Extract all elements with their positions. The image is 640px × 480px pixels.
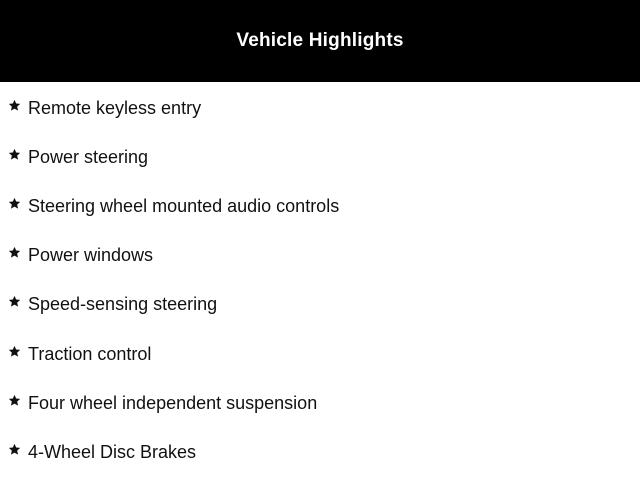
list-item-label: Traction control (28, 343, 152, 364)
list-item (8, 440, 196, 464)
page-title: Vehicle Highlights (236, 30, 404, 51)
list-item-label: Power steering (28, 146, 149, 167)
list-item (8, 391, 317, 415)
star-icon (8, 148, 21, 161)
list-item (8, 243, 153, 267)
star-icon (8, 345, 21, 358)
star-icon (8, 246, 21, 259)
list-item (8, 194, 339, 218)
list-item (8, 342, 151, 366)
list-item-label: Steering wheel mounted audio controls (28, 195, 340, 216)
list-item-label: 4-Wheel Disc Brakes (28, 441, 197, 462)
star-icon (8, 443, 21, 456)
list-item (8, 292, 217, 316)
list-item-label: Remote keyless entry (28, 97, 202, 118)
list-item-label: Speed-sensing steering (28, 293, 218, 314)
list-item-label: Power windows (28, 244, 154, 265)
star-icon (8, 394, 21, 407)
list-item-label: Four wheel independent suspension (28, 392, 318, 413)
list-item (8, 145, 148, 169)
list-item (8, 96, 201, 120)
star-icon (8, 197, 21, 210)
star-icon (8, 99, 21, 112)
star-icon (8, 295, 21, 308)
header-banner (0, 0, 640, 82)
